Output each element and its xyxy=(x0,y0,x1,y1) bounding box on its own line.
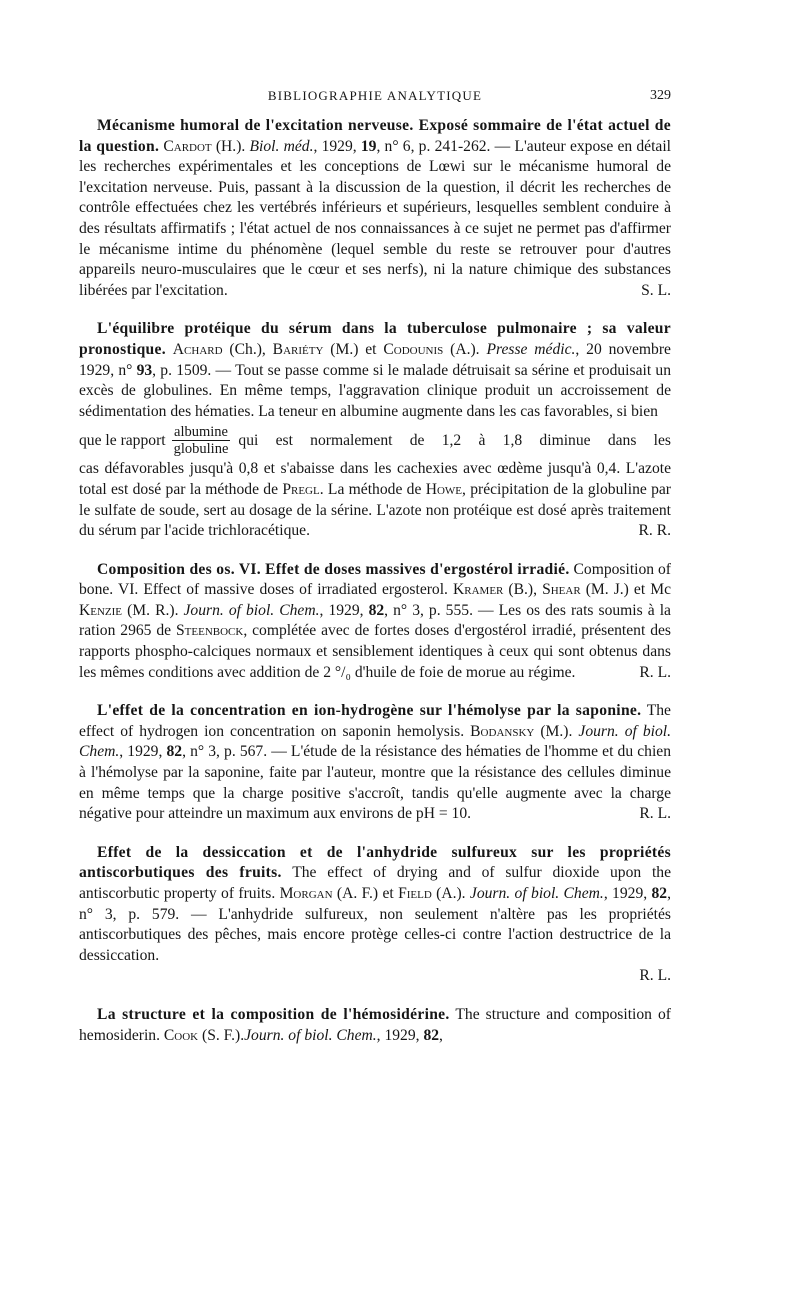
entry-title: L'équilibre protéique du sérum dans la tuberculose pulmonaire ; sa valeur pronostique. xyxy=(79,320,671,358)
author-name: Morgan xyxy=(279,885,333,902)
author-name: Cook xyxy=(163,1026,199,1044)
author-name: Pregl xyxy=(282,480,320,498)
citation-text: , 1929, xyxy=(313,137,361,155)
volume-number: 82 xyxy=(651,885,668,902)
citation-text: , 20 novembre 1929, n° xyxy=(79,340,671,379)
abstract-entry xyxy=(79,701,671,825)
abstract-body: — L'anhydride sulfureux, non seulement n'altère pas les propriétés antiscorbutiques des pêches, mais encore protège celles-ci contre l'action destructrice de la dessiccation. xyxy=(79,905,671,964)
author-initials: (A. F.) et xyxy=(332,885,399,902)
citation-text: , 1929, xyxy=(376,1026,424,1044)
journal-name: Journ. of biol. Chem. xyxy=(244,1026,377,1044)
author-name: Steenbock xyxy=(175,622,244,640)
reviewer-signature: S. L. xyxy=(641,281,671,299)
abstract-entry xyxy=(79,560,671,684)
entry-title: Mécanisme humoral de l'excitation nerveuse. Exposé sommaire de l'état actuel de la question. xyxy=(79,117,671,155)
author-initials: (A.). xyxy=(431,885,470,902)
fraction-trail-text: qui est normalement de 1,2 à 1,8 diminue dans les xyxy=(238,431,671,449)
author-name: Kramer xyxy=(453,581,504,599)
abstract-body: , précipitation de la globuline par le sulfate de soude, sert au dosage de la sérine. L'azote non protéique est dosé après traitement du sérum par l'acide trichloracétique. xyxy=(79,480,671,540)
author-name: Codounis xyxy=(383,340,444,358)
abstract-entry xyxy=(79,1005,671,1046)
abstract-body: cas défavorables jusqu'à 0,8 et s'abaisse dans les cachexies avec œdème jusqu'à 0,4. L'azote total est dosé par la méthode de xyxy=(79,460,671,498)
english-title: The effect of drying and of sulfur dioxide upon the antiscorbutic property of fruits. xyxy=(79,864,671,902)
volume-number: 82 xyxy=(368,601,385,619)
volume-number: 82 xyxy=(166,743,183,761)
author-name: Bariéty xyxy=(272,340,324,358)
english-title: The effect of hydrogen ion concentration on saponin hemolysis. xyxy=(79,702,671,740)
author-initials: (M. J.) et Mc xyxy=(580,581,671,599)
reviewer-signature: R. L. xyxy=(639,805,671,823)
author-name: Shear xyxy=(542,581,581,599)
citation-text: , 1929, xyxy=(119,743,167,761)
abstract-body: . La méthode de xyxy=(319,480,426,498)
abstract-body: — L'étude de la résistance des hématies de l'homme et du chien à l'hémolyse par la saponine, faite par l'auteur, montre que la résistance des cellules diminue en même temps que la charge positive s'accroît, tandis qu'elle augmente avec la charge négative pour atteindre un maximum aux environs de pH = 10. xyxy=(79,743,672,823)
volume-number: 19 xyxy=(360,137,377,155)
author-name: Field xyxy=(398,885,432,902)
fraction-line xyxy=(79,424,671,457)
journal-name: Biol. méd. xyxy=(249,137,314,155)
author-initials: (M. R.). xyxy=(122,601,184,619)
running-title: BIBLIOGRAPHIE ANALYTIQUE xyxy=(267,88,483,103)
fraction-lead-text: que le rapport xyxy=(79,431,166,449)
author-initials: (S. F.). xyxy=(198,1026,245,1044)
citation-pages: , n° 3, p. 579. xyxy=(79,885,671,923)
volume-number: 82 xyxy=(423,1026,440,1044)
running-head xyxy=(79,88,671,112)
author-initials: (H.). xyxy=(211,137,250,155)
entry-title: L'effet de la concentration en ion-hydrogène sur l'hémolyse par la saponine. xyxy=(97,702,642,720)
fraction-numerator: albumine xyxy=(174,424,228,441)
entry-title: La structure et la composition de l'hémosidérine. xyxy=(97,1005,450,1023)
citation-pages: , n° 6, p. 241-262. xyxy=(376,137,491,155)
fraction-denominator: globuline xyxy=(173,441,229,458)
author-name: Cardot xyxy=(163,137,212,155)
abstract-entry xyxy=(79,116,671,301)
page-number: 329 xyxy=(650,88,671,103)
abstract-body: — Les os des rats soumis à la ration 2965 de xyxy=(79,601,671,640)
author-name: Howe xyxy=(425,480,462,498)
author-initials: (Ch.), xyxy=(222,340,273,358)
author-initials: (M.) et xyxy=(323,340,384,358)
reviewer-signature: R. L. xyxy=(639,967,671,985)
abstract-body: — Tout se passe comme si le malade détruisait sa sérine et produisait un excès de globulines. En même temps, l'aggravation clinique produit un accroissement de sédimentation des hématies. La teneur en albumine augmente dans les cas favorables, si bien xyxy=(79,361,671,420)
english-title: The structure and composition of hemosiderin. xyxy=(79,1005,671,1044)
author-name: Bodansky xyxy=(470,722,535,740)
document-page xyxy=(79,88,671,1064)
fraction xyxy=(172,424,231,457)
author-name: Achard xyxy=(172,340,223,358)
reviewer-signature: R. L. xyxy=(639,663,671,681)
journal-name: Presse médic. xyxy=(486,340,576,358)
abstract-entry xyxy=(79,843,671,987)
entry-title: Composition des os. VI. Effet de doses massives d'ergostérol irradié. xyxy=(97,560,570,578)
author-initials: (M.). xyxy=(534,722,579,740)
citation-text: , 1929, xyxy=(603,885,652,902)
journal-name: Journ. of biol. Chem. xyxy=(79,722,671,761)
abstract-body: — L'auteur expose en détail les recherches expérimentales et les conceptions de Lœwi sur le mécanisme humoral de l'excitation nerveuse. Puis, passant à la discussion de la question, il décrit les recherches de contrôle effectuées chez les vertébrés inférieurs et supérieurs, lesquelles semblent conduire à des résultats affirmatifs ; l'état actuel de nos connaissances à ce sujet ne permet pas d'affirmer le mécanisme intime du phénomène (lequel semble du reste se retrouver pour d'autres appareils neuro-musculaires que le cœur et ses nerfs), ni la nature chimique des substances libérées par l'excitation. xyxy=(79,137,671,299)
citation-pages: , n° 3, p. 555. xyxy=(384,601,473,619)
citation-pages: , p. 1509. xyxy=(152,361,212,379)
reviewer-signature: R. R. xyxy=(638,522,671,540)
abstract-entry xyxy=(79,319,671,541)
author-initials: (B.), xyxy=(503,581,543,599)
citation-pages: , xyxy=(439,1026,443,1044)
citation-text: , 1929, xyxy=(319,601,369,619)
abstract-body: , complétée avec de fortes doses d'ergostérol irradié, présentent des rapports phospho-calciques normaux et sensiblement identiques à ceux qui sont obtenus dans les mêmes conditions avec addition de 2 °/₀ d'huile de foie de morue au régime. xyxy=(79,622,671,681)
entry-title: Effet de la dessiccation et de l'anhydride sulfureux sur les propriétés antiscorbutiques des fruits. xyxy=(79,843,671,882)
citation-pages: , n° 3, p. 567. xyxy=(182,743,268,761)
author-initials: (A.). xyxy=(443,340,480,358)
author-name: Kenzie xyxy=(79,601,123,619)
journal-name: Journ. of biol. Chem. xyxy=(183,601,320,619)
journal-name: Journ. of biol. Chem. xyxy=(469,885,604,902)
english-title: Composition of bone. VI. Effect of massive doses of irradiated ergosterol. xyxy=(79,560,671,599)
volume-number: 93 xyxy=(136,361,153,379)
